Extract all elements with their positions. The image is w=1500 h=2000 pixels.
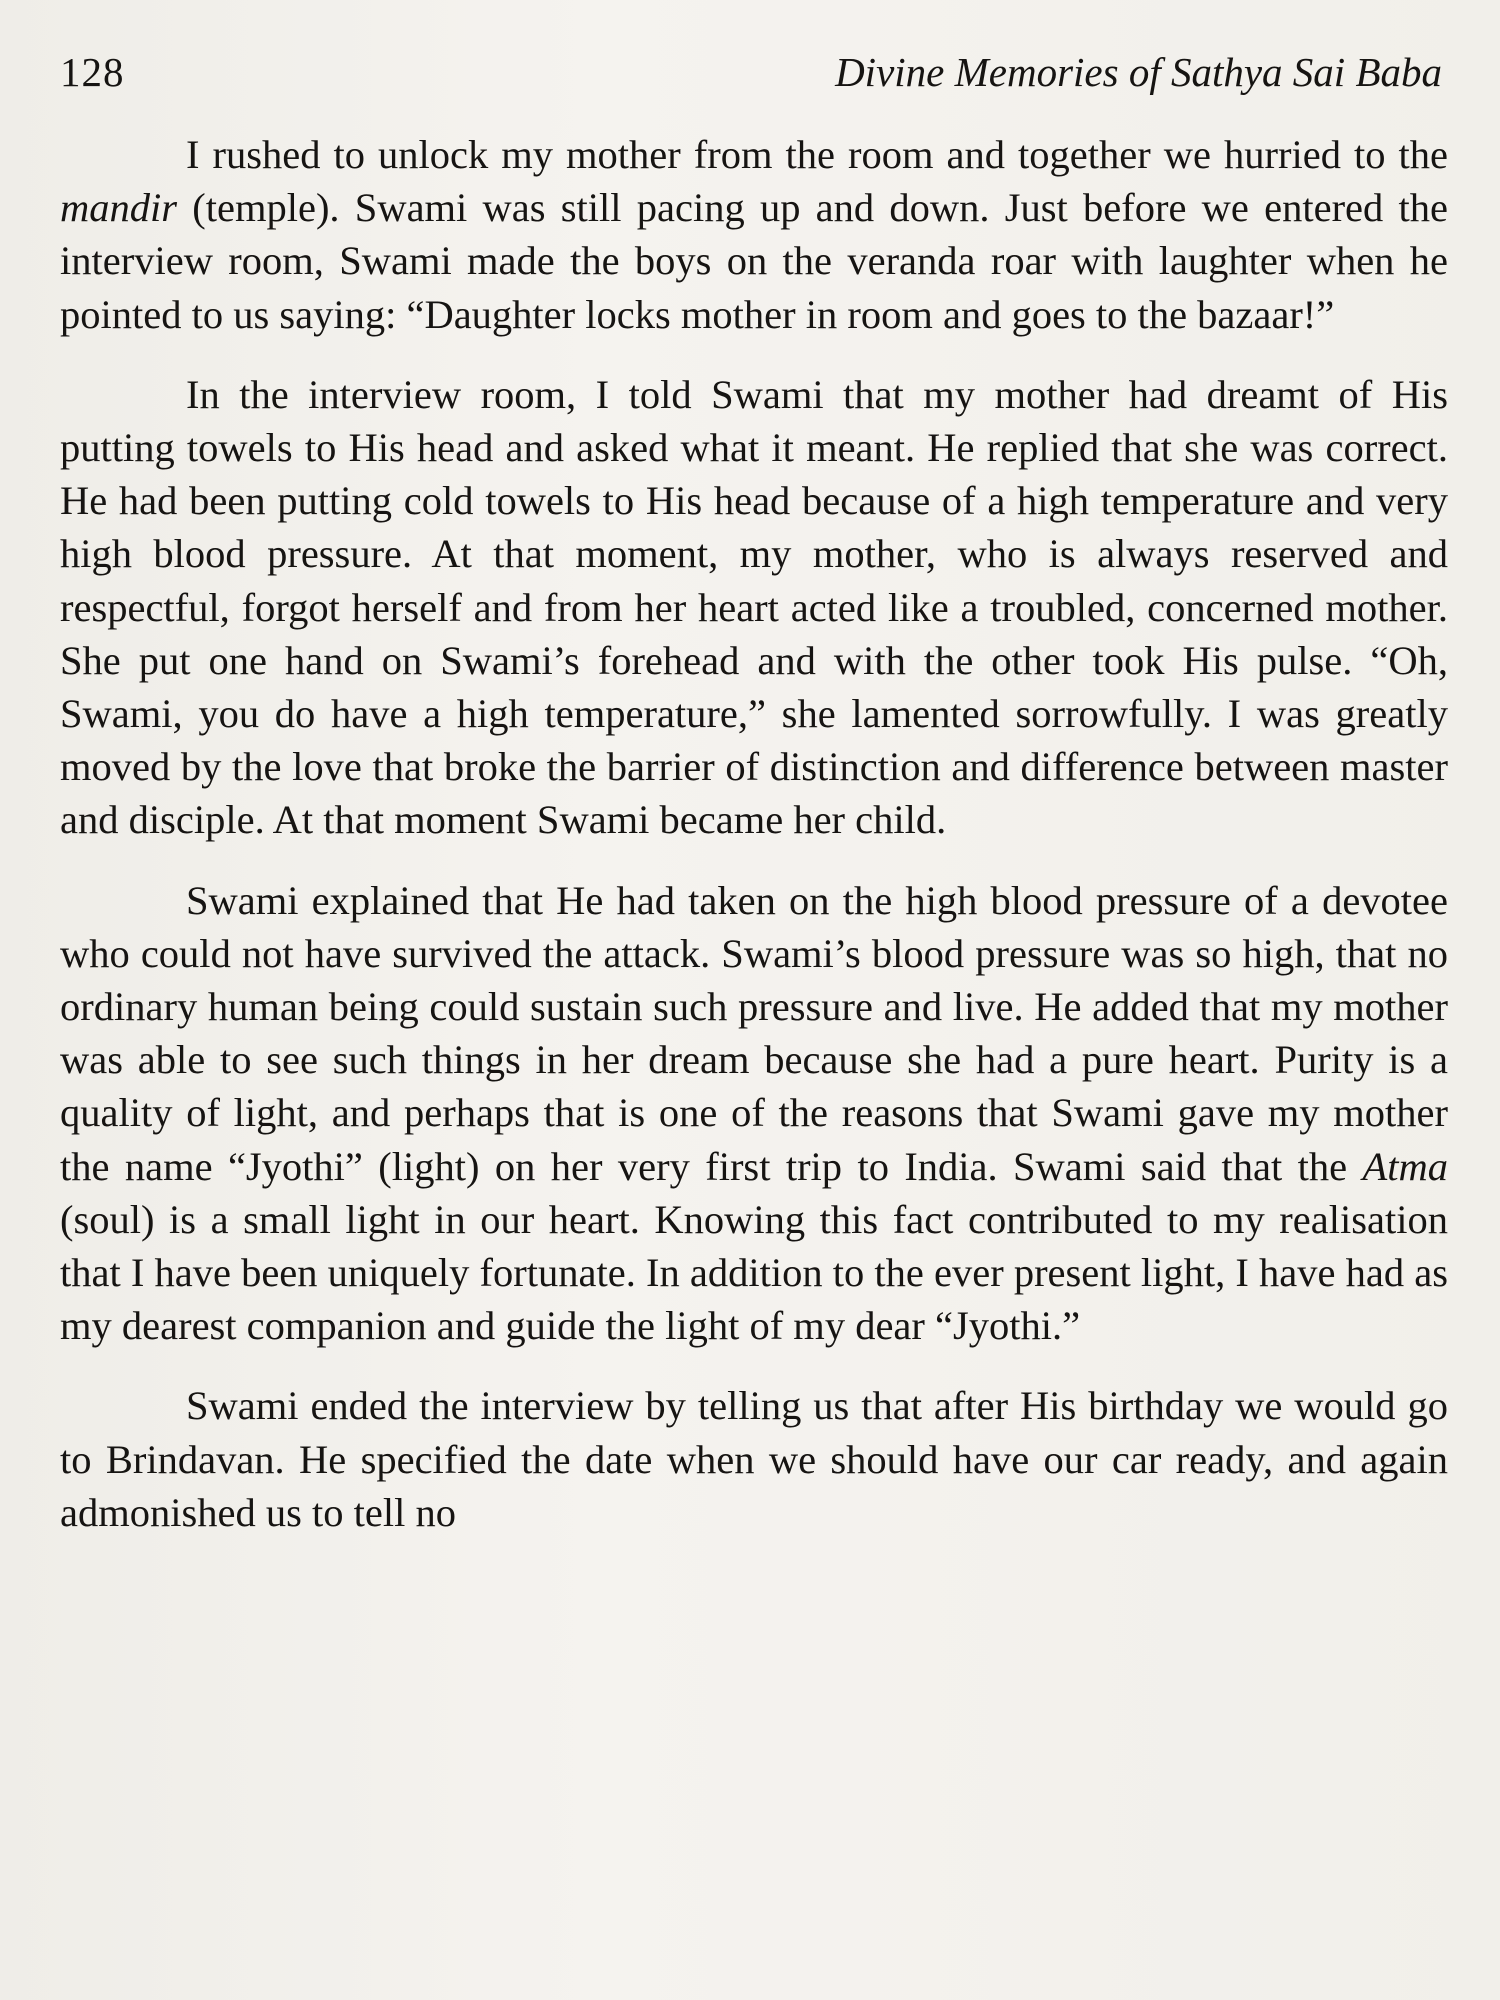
running-title: Divine Memories of Sathya Sai Baba xyxy=(835,49,1442,95)
paragraph-3 xyxy=(60,874,1448,1353)
paragraph-1-text-a: I rushed to unlock my mother from the room and together we hurried to the xyxy=(186,132,1448,177)
italic-word-atma: Atma xyxy=(1362,1143,1448,1189)
paragraph-2: In the interview room, I told Swami that my mother had dreamt of His putting towels to His head and asked what it meant. He replied that she was correct. He had been putting cold towels to His head because of a high temperature and very high blood pressure. At that moment, my mother, who is always reserved and respectful, forgot herself and from her heart acted like a troubled, concerned mother. She put one hand on Swami’s forehead and with the other took His pulse. “Oh, Swami, you do have a high temperature,” she lamented sorrowfully. I was greatly moved by the love that broke the barrier of distinction and difference between master and disciple. At that moment Swami became her child. xyxy=(60,371,1448,843)
paragraph-3-text-a: Swami explained that He had taken on the high blood pressure of a devotee who could not have survived the attack. Swami’s blood pressure was so high, that no ordinary human being could sustain such pressure and live. He added that my mother was able to see such things in her dream because she had a pure heart. Purity is a quality of light, and perhaps that is one of the reasons that Swami gave my mother the name “Jyothi” (light) on her very first trip to India. Swami said that the xyxy=(60,877,1448,1189)
page-header xyxy=(60,48,1460,118)
paragraph-1-text-b: (temple). Swami was still pacing up and down. Just before we entered the interview room, Swami made the boys on the veranda roar with laughter when he pointed to us saying: “Daughter locks mother in room and goes to the bazaar!” xyxy=(60,185,1448,337)
body-text xyxy=(60,128,1448,1539)
italic-word-mandir: mandir xyxy=(60,185,178,231)
paragraph-4: Swami ended the interview by telling us that after His birthday we would go to Brindavan. He specified the date when we should have our car ready, and again admonished us to tell no xyxy=(60,1383,1448,1535)
paragraph-3-text-b: (soul) is a small light in our heart. Knowing this fact contributed to my realisation that I have been uniquely fortunate. In addition to the ever present light, I have had as my dearest companion and guide the light of my dear “Jyothi.” xyxy=(60,1196,1448,1349)
paragraph-1 xyxy=(60,128,1448,341)
page-number: 128 xyxy=(60,49,125,95)
